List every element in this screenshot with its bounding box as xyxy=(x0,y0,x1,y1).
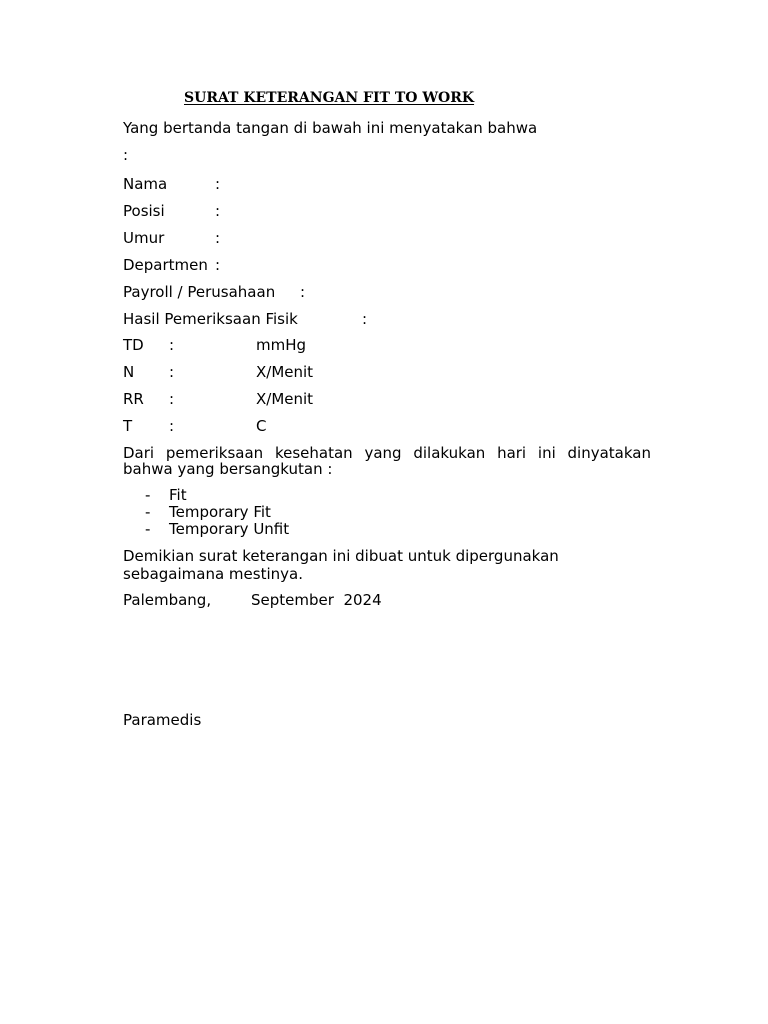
vital-n-colon: : xyxy=(169,363,175,381)
document-title: SURAT KETERANGAN FIT TO WORK xyxy=(184,90,475,106)
field-hasil-colon: : xyxy=(362,310,368,328)
field-departmen-label: Departmen xyxy=(123,256,208,274)
vital-td-unit: mmHg xyxy=(256,336,307,354)
field-posisi-label: Posisi xyxy=(123,202,165,220)
vital-n-label: N xyxy=(123,363,135,381)
intro-colon: : xyxy=(123,146,129,164)
vital-td-label: TD xyxy=(123,336,144,354)
option-label: Fit xyxy=(169,486,187,504)
field-nama-colon: : xyxy=(215,175,221,193)
vital-t-unit: C xyxy=(256,417,267,435)
vital-rr-label: RR xyxy=(123,390,144,408)
field-umur-colon: : xyxy=(215,229,221,247)
fitness-options-list xyxy=(145,487,289,538)
vital-rr-colon: : xyxy=(169,390,175,408)
vital-td-colon: : xyxy=(169,336,175,354)
option-temporary-unfit xyxy=(145,521,289,538)
field-posisi-colon: : xyxy=(215,202,221,220)
option-label: Temporary Unfit xyxy=(169,520,290,538)
option-temporary-fit xyxy=(145,504,289,521)
vital-t-colon: : xyxy=(169,417,175,435)
signatory-text: Paramedis xyxy=(123,711,202,729)
closing-line-1: Demikian surat keterangan ini dibuat untuk dipergunakan xyxy=(123,547,559,565)
option-dash: - xyxy=(145,486,151,504)
field-hasil-label: Hasil Pemeriksaan Fisik xyxy=(123,310,298,328)
field-nama-label: Nama xyxy=(123,175,168,193)
vital-t-label: T xyxy=(123,417,133,435)
vital-rr-unit: X/Menit xyxy=(256,390,314,408)
field-umur-label: Umur xyxy=(123,229,165,247)
field-departmen-colon: : xyxy=(215,256,221,274)
option-fit xyxy=(145,487,289,504)
field-payroll-colon: : xyxy=(300,283,306,301)
option-label: Temporary Fit xyxy=(169,503,271,521)
statement-paragraph: Dari pemeriksaan kesehatan yang dilakukan hari ini dinyatakan bahwa yang bersangkutan : xyxy=(123,444,651,478)
option-dash: - xyxy=(145,503,151,521)
date-text: September 2024 xyxy=(251,591,382,609)
intro-text: Yang bertanda tangan di bawah ini menyatakan bahwa xyxy=(123,119,538,137)
place-text: Palembang, xyxy=(123,591,212,609)
field-payroll-label: Payroll / Perusahaan xyxy=(123,283,276,301)
option-dash: - xyxy=(145,520,151,538)
vital-n-unit: X/Menit xyxy=(256,363,314,381)
closing-line-2: sebagaimana mestinya. xyxy=(123,565,303,583)
